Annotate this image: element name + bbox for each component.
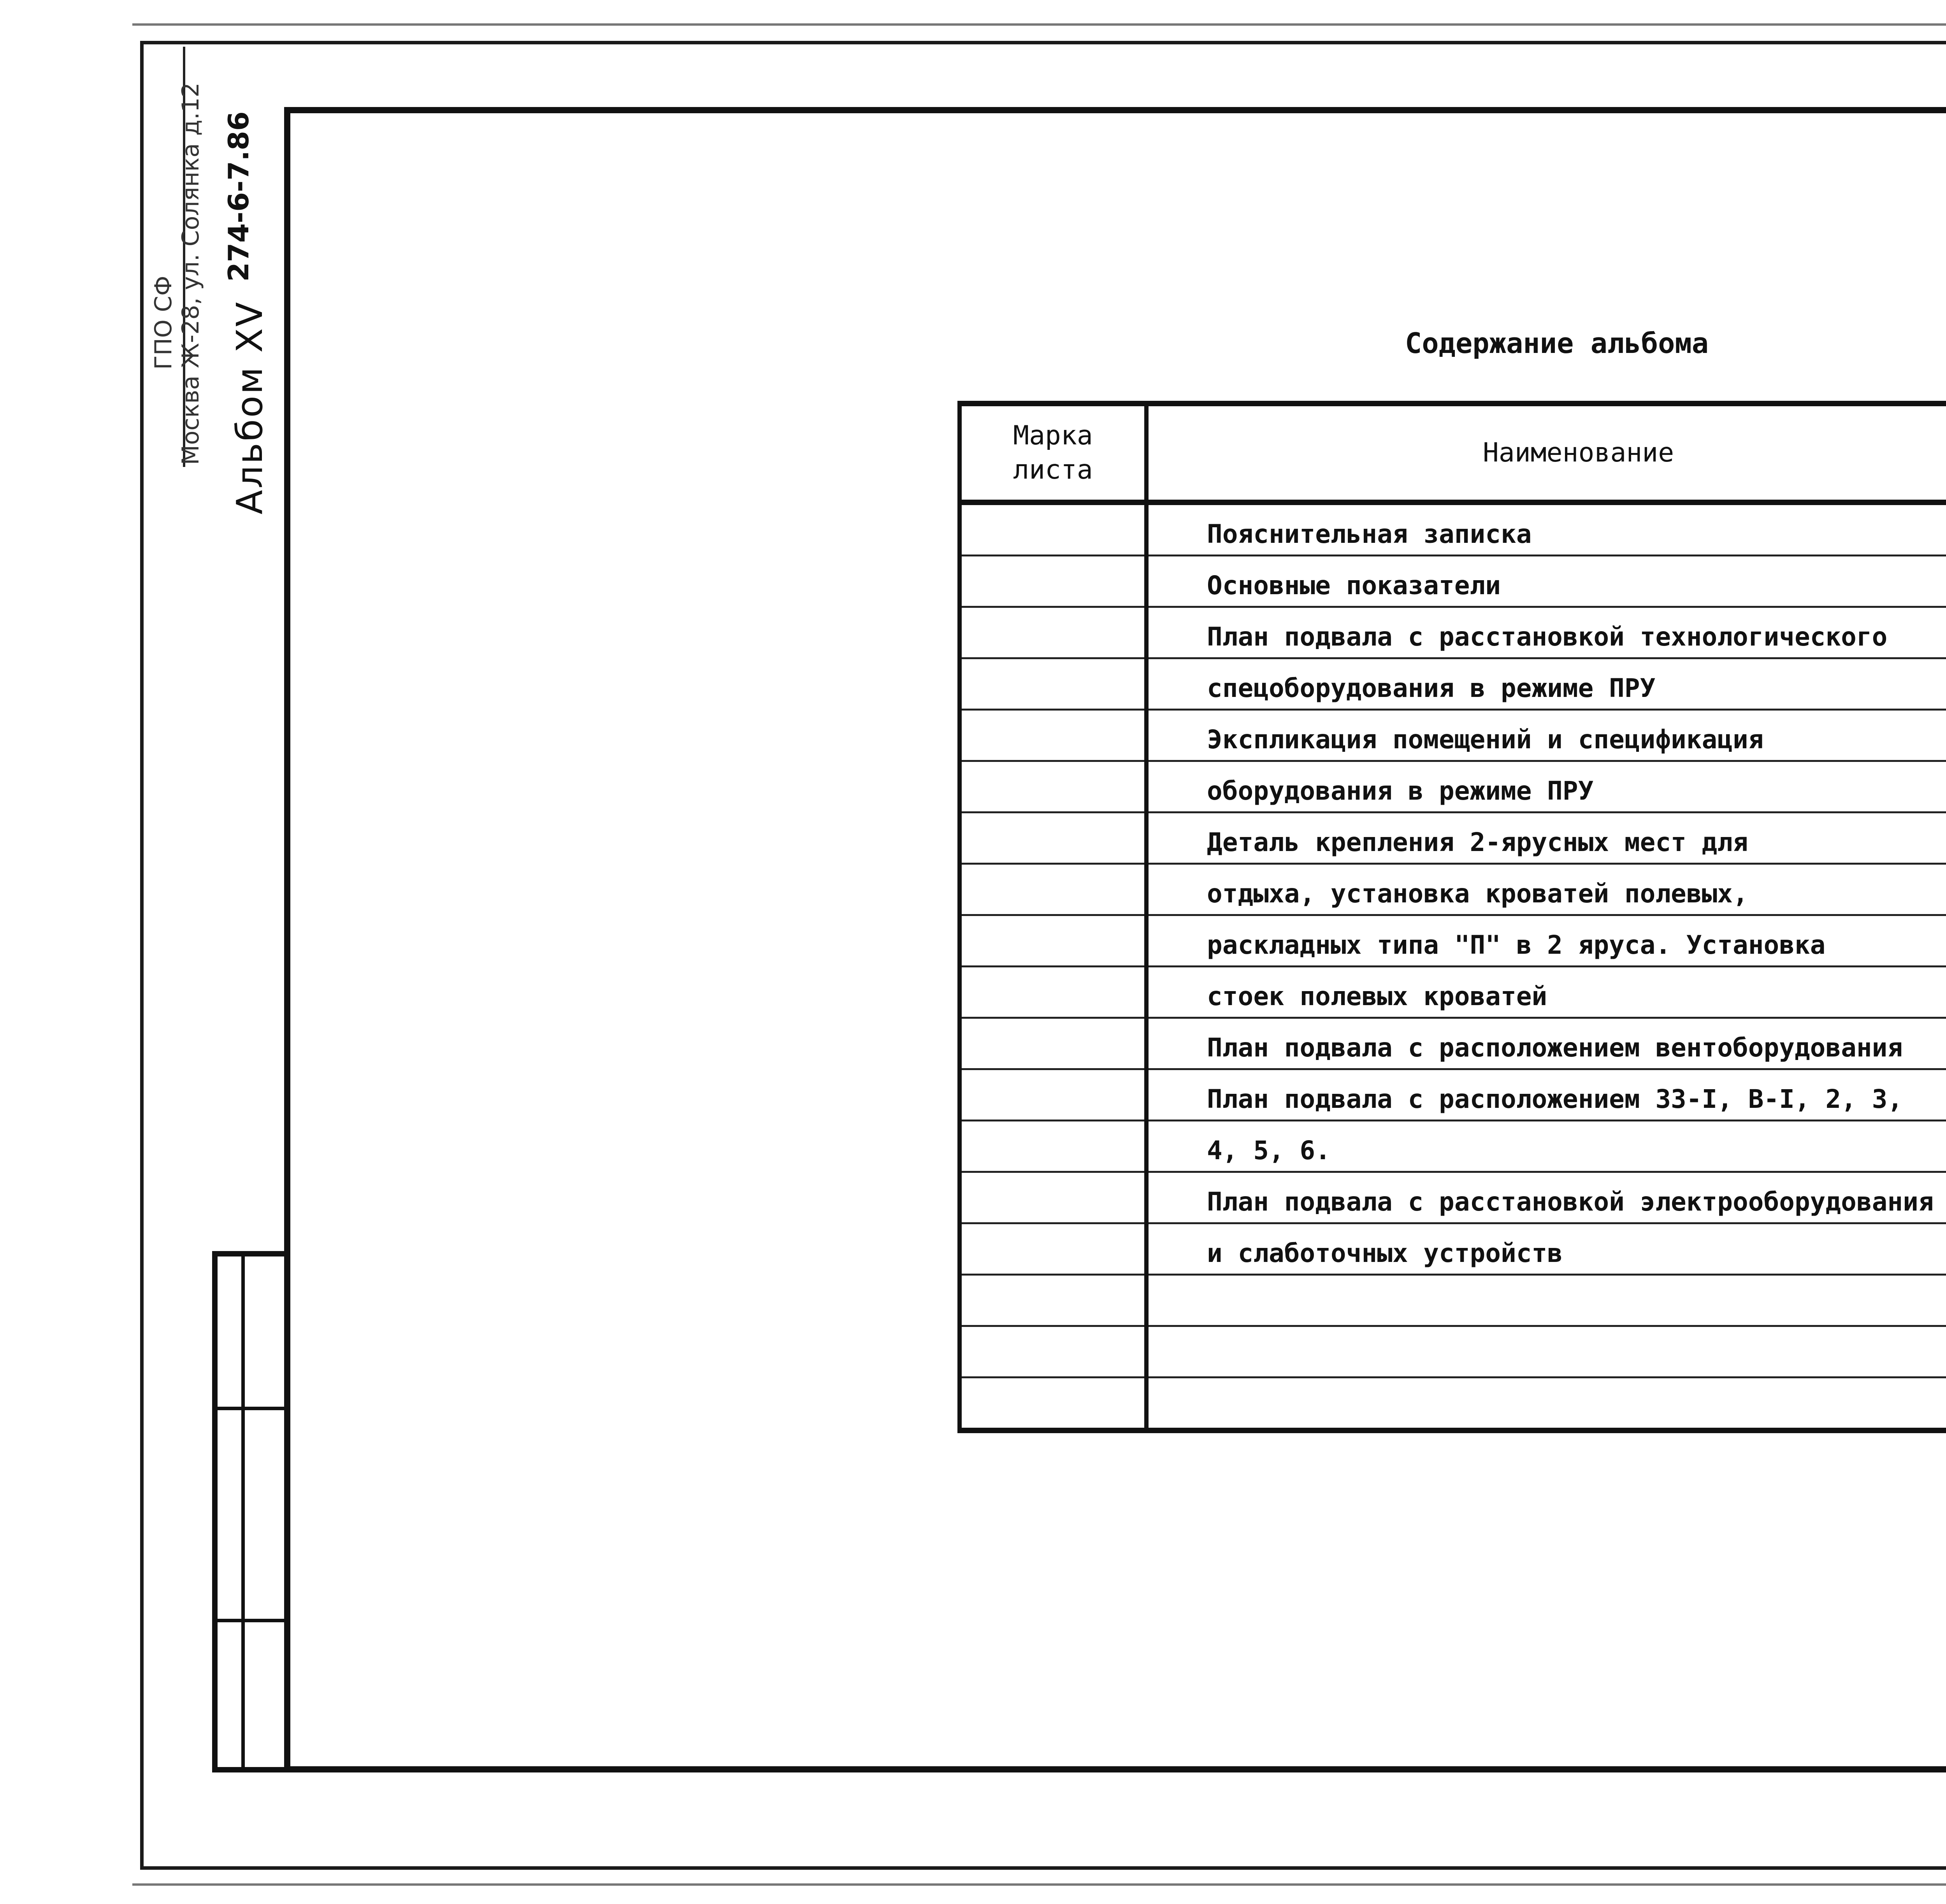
- margin-stamp-row-line: [212, 1407, 290, 1410]
- column-header-name: Наименование: [1147, 404, 1946, 502]
- contents-table: [957, 401, 1946, 1433]
- table-row: [960, 967, 1946, 1018]
- table-row: [960, 556, 1946, 607]
- scan-edge-line-bottom: [132, 1883, 1946, 1886]
- row-name-cell: оборудования в режиме ПРУ: [1147, 761, 1946, 812]
- row-name-cell: [1147, 1378, 1946, 1431]
- row-name-cell: Основные показатели: [1147, 556, 1946, 607]
- row-mark-cell: [960, 1172, 1147, 1223]
- row-mark-cell: [960, 502, 1147, 556]
- row-name-cell: План подвала с расположением ЗЗ-I, В-I, 2, 3,: [1147, 1069, 1946, 1121]
- table-row: [960, 1069, 1946, 1121]
- row-mark-cell: [960, 864, 1147, 915]
- table-row: [960, 1378, 1946, 1431]
- row-name-cell: и слаботочных устройств: [1147, 1223, 1946, 1275]
- album-word: Альбом: [229, 365, 270, 514]
- row-mark-cell: [960, 1378, 1147, 1431]
- table-row: [960, 502, 1946, 556]
- table-row: [960, 864, 1946, 915]
- scan-edge-line: [132, 23, 1946, 26]
- row-mark-cell: [960, 1326, 1147, 1378]
- album-number: XV: [229, 300, 270, 353]
- row-name-cell: Экспликация помещений и спецификация: [1147, 710, 1946, 761]
- row-mark-cell: [960, 1223, 1147, 1275]
- table-row: [960, 1172, 1946, 1223]
- table-row: [960, 812, 1946, 864]
- row-mark-cell: [960, 967, 1147, 1018]
- table-header-row: [960, 404, 1946, 502]
- row-name-cell: План подвала с расстановкой технологического: [1147, 607, 1946, 658]
- row-name-cell: 4, 5, 6.: [1147, 1121, 1946, 1172]
- table-row: [960, 1121, 1946, 1172]
- row-mark-cell: [960, 761, 1147, 812]
- table-row: [960, 607, 1946, 658]
- row-name-cell: [1147, 1275, 1946, 1326]
- row-name-cell: спецоборудования в режиме ПРУ: [1147, 658, 1946, 710]
- margin-stamp-row-line: [212, 1619, 290, 1622]
- row-name-cell: отдыха, установка кроватей полевых,: [1147, 864, 1946, 915]
- margin-stamp-table: [212, 1251, 290, 1772]
- row-name-cell: План подвала с расстановкой электрооборудования: [1147, 1172, 1946, 1223]
- row-mark-cell: [960, 710, 1147, 761]
- row-name-cell: стоек полевых кроватей: [1147, 967, 1946, 1018]
- table-row: [960, 1018, 1946, 1069]
- table-row: [960, 658, 1946, 710]
- table-row: [960, 1223, 1946, 1275]
- publisher-stamp-line-2: ГПО СФ: [150, 276, 177, 370]
- table-row: [960, 1326, 1946, 1378]
- table-row: [960, 710, 1946, 761]
- table-row: [960, 761, 1946, 812]
- margin-stamp-divider: [241, 1251, 245, 1772]
- row-mark-cell: [960, 812, 1147, 864]
- row-mark-cell: [960, 915, 1147, 967]
- row-mark-cell: [960, 1018, 1147, 1069]
- row-name-cell: Деталь крепления 2-ярусных мест для: [1147, 812, 1946, 864]
- row-mark-cell: [960, 556, 1147, 607]
- row-name-cell: План подвала с расположением вентоборудования: [1147, 1018, 1946, 1069]
- publisher-stamp-line-1: Москва Ж-28, ул. Солянка д.12: [177, 82, 204, 465]
- row-mark-cell: [960, 607, 1147, 658]
- row-mark-cell: [960, 658, 1147, 710]
- row-mark-cell: [960, 1069, 1147, 1121]
- column-header-mark: Марка листа: [960, 404, 1147, 502]
- row-name-cell: Пояснительная записка: [1147, 502, 1946, 556]
- table-row: [960, 915, 1946, 967]
- document-code: 274-6-7.86: [222, 111, 255, 282]
- table-row: [960, 1275, 1946, 1326]
- row-name-cell: раскладных типа "П" в 2 яруса. Установка: [1147, 915, 1946, 967]
- album-label: [229, 300, 270, 514]
- row-mark-cell: [960, 1121, 1147, 1172]
- page-title: Содержание альбома: [1405, 327, 1709, 360]
- row-name-cell: [1147, 1326, 1946, 1378]
- row-mark-cell: [960, 1275, 1147, 1326]
